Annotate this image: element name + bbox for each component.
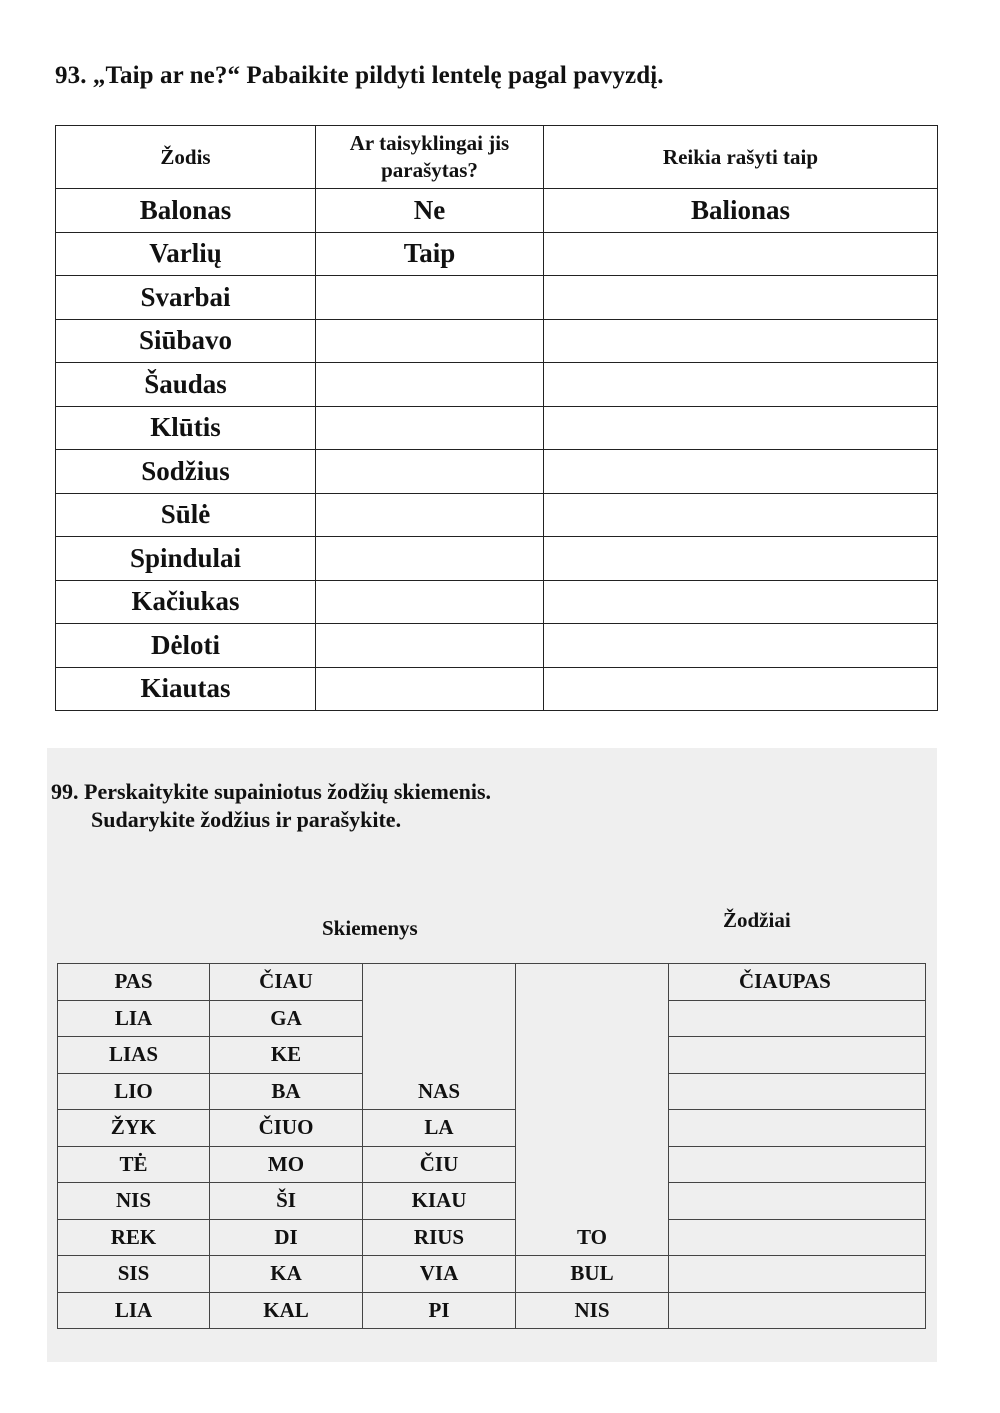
cell-word: Svarbai: [56, 276, 316, 320]
syllable-cell: [516, 964, 669, 1001]
cell-word: Varlių: [56, 232, 316, 276]
cell-correct[interactable]: [316, 667, 544, 711]
syllable-cell: KE: [210, 1037, 363, 1074]
exercise-99-title-line1: 99. Perskaitykite supainiotus žodžių skiemenis.: [51, 779, 492, 804]
syllable-cell: [363, 1000, 516, 1037]
syllable-cell: [516, 1146, 669, 1183]
cell-rewrite[interactable]: [544, 493, 938, 537]
syllable-cell: NAS: [363, 1073, 516, 1110]
cell-rewrite[interactable]: [544, 276, 938, 320]
table-row: [56, 624, 938, 668]
syllable-cell: [363, 964, 516, 1001]
syllable-row: [58, 1110, 926, 1147]
cell-rewrite[interactable]: [544, 624, 938, 668]
exercise-99-table: [57, 963, 926, 1329]
cell-correct[interactable]: [316, 276, 544, 320]
syllable-cell: ČIAU: [210, 964, 363, 1001]
cell-word: Spindulai: [56, 537, 316, 581]
syllable-cell: SIS: [58, 1256, 210, 1293]
syllable-cell: LIA: [58, 1292, 210, 1329]
syllable-cell: [363, 1037, 516, 1074]
word-answer-cell[interactable]: [669, 1292, 926, 1329]
syllable-row: [58, 1219, 926, 1256]
cell-word: Balonas: [56, 189, 316, 233]
syllable-cell: KA: [210, 1256, 363, 1293]
cell-correct: Ne: [316, 189, 544, 233]
syllable-cell: DI: [210, 1219, 363, 1256]
word-answer-cell[interactable]: [669, 1073, 926, 1110]
syllable-cell: PI: [363, 1292, 516, 1329]
cell-correct[interactable]: [316, 624, 544, 668]
syllable-cell: ČIUO: [210, 1110, 363, 1147]
word-answer-cell[interactable]: [669, 1219, 926, 1256]
syllable-cell: MO: [210, 1146, 363, 1183]
header-word: Žodis: [56, 126, 316, 189]
word-answer-cell[interactable]: [669, 1183, 926, 1220]
cell-correct: Taip: [316, 232, 544, 276]
cell-correct[interactable]: [316, 319, 544, 363]
header-rewrite: Reikia rašyti taip: [544, 126, 938, 189]
word-answer-cell[interactable]: [669, 1000, 926, 1037]
cell-word: Siūbavo: [56, 319, 316, 363]
syllable-cell: TO: [516, 1219, 669, 1256]
syllable-cell: LIAS: [58, 1037, 210, 1074]
table-row: [56, 667, 938, 711]
cell-word: Sodžius: [56, 450, 316, 494]
cell-rewrite[interactable]: [544, 406, 938, 450]
cell-correct[interactable]: [316, 450, 544, 494]
syllable-row: [58, 1183, 926, 1220]
cell-rewrite[interactable]: [544, 363, 938, 407]
table-row: [56, 232, 938, 276]
exercise-93-table: [55, 125, 938, 711]
table-row: [56, 450, 938, 494]
cell-correct[interactable]: [316, 537, 544, 581]
syllable-cell: PAS: [58, 964, 210, 1001]
syllable-cell: LIO: [58, 1073, 210, 1110]
syllable-cell: ČIU: [363, 1146, 516, 1183]
syllable-cell: NIS: [58, 1183, 210, 1220]
cell-correct[interactable]: [316, 580, 544, 624]
cell-correct[interactable]: [316, 406, 544, 450]
table-header-row: [56, 126, 938, 189]
exercise-99-panel: [47, 748, 937, 1362]
cell-word: Kiautas: [56, 667, 316, 711]
table-row: [56, 189, 938, 233]
syllable-cell: BUL: [516, 1256, 669, 1293]
word-answer-cell: ČIAUPAS: [669, 964, 926, 1001]
syllable-cell: [516, 1073, 669, 1110]
syllable-cell: NIS: [516, 1292, 669, 1329]
syllable-cell: REK: [58, 1219, 210, 1256]
syllable-row: [58, 1073, 926, 1110]
table-row: [56, 319, 938, 363]
word-answer-cell[interactable]: [669, 1146, 926, 1183]
syllable-cell: [516, 1000, 669, 1037]
cell-correct[interactable]: [316, 363, 544, 407]
syllable-cell: ŠI: [210, 1183, 363, 1220]
syllable-cell: [516, 1110, 669, 1147]
cell-word: Kačiukas: [56, 580, 316, 624]
cell-rewrite[interactable]: [544, 537, 938, 581]
syllable-row: [58, 1292, 926, 1329]
cell-rewrite[interactable]: [544, 450, 938, 494]
cell-rewrite: Balionas: [544, 189, 938, 233]
exercise-99-title: [51, 778, 911, 834]
syllable-cell: [516, 1183, 669, 1220]
syllable-row: [58, 1146, 926, 1183]
cell-rewrite[interactable]: [544, 667, 938, 711]
syllable-cell: VIA: [363, 1256, 516, 1293]
cell-word: Sūlė: [56, 493, 316, 537]
syllable-cell: [516, 1037, 669, 1074]
cell-word: Šaudas: [56, 363, 316, 407]
syllable-cell: GA: [210, 1000, 363, 1037]
word-answer-cell[interactable]: [669, 1256, 926, 1293]
syllable-row: [58, 1256, 926, 1293]
syllable-cell: LA: [363, 1110, 516, 1147]
cell-rewrite[interactable]: [544, 232, 938, 276]
words-label: Žodžiai: [723, 908, 791, 932]
cell-correct[interactable]: [316, 493, 544, 537]
table-row: [56, 537, 938, 581]
cell-rewrite[interactable]: [544, 580, 938, 624]
syllable-cell: RIUS: [363, 1219, 516, 1256]
word-answer-cell[interactable]: [669, 1110, 926, 1147]
syllable-cell: BA: [210, 1073, 363, 1110]
cell-word: Dėloti: [56, 624, 316, 668]
syllables-label: Skiemenys: [322, 916, 418, 940]
table-row: [56, 406, 938, 450]
syllable-row: [58, 964, 926, 1001]
syllable-row: [58, 1000, 926, 1037]
header-correct: Ar taisyklingai jis parašytas?: [316, 126, 544, 189]
syllable-cell: KAL: [210, 1292, 363, 1329]
exercise-99-title-line2: Sudarykite žodžius ir parašykite.: [91, 807, 402, 832]
table-row: [56, 493, 938, 537]
table-row: [56, 276, 938, 320]
syllable-cell: LIA: [58, 1000, 210, 1037]
table-row: [56, 363, 938, 407]
cell-word: Klūtis: [56, 406, 316, 450]
exercise-93-title: 93. „Taip ar ne?“ Pabaikite pildyti lentelę pagal pavyzdį.: [55, 62, 664, 89]
syllable-cell: TĖ: [58, 1146, 210, 1183]
word-answer-cell[interactable]: [669, 1037, 926, 1074]
syllable-cell: ŽYK: [58, 1110, 210, 1147]
cell-rewrite[interactable]: [544, 319, 938, 363]
table-row: [56, 580, 938, 624]
syllable-row: [58, 1037, 926, 1074]
syllable-cell: KIAU: [363, 1183, 516, 1220]
